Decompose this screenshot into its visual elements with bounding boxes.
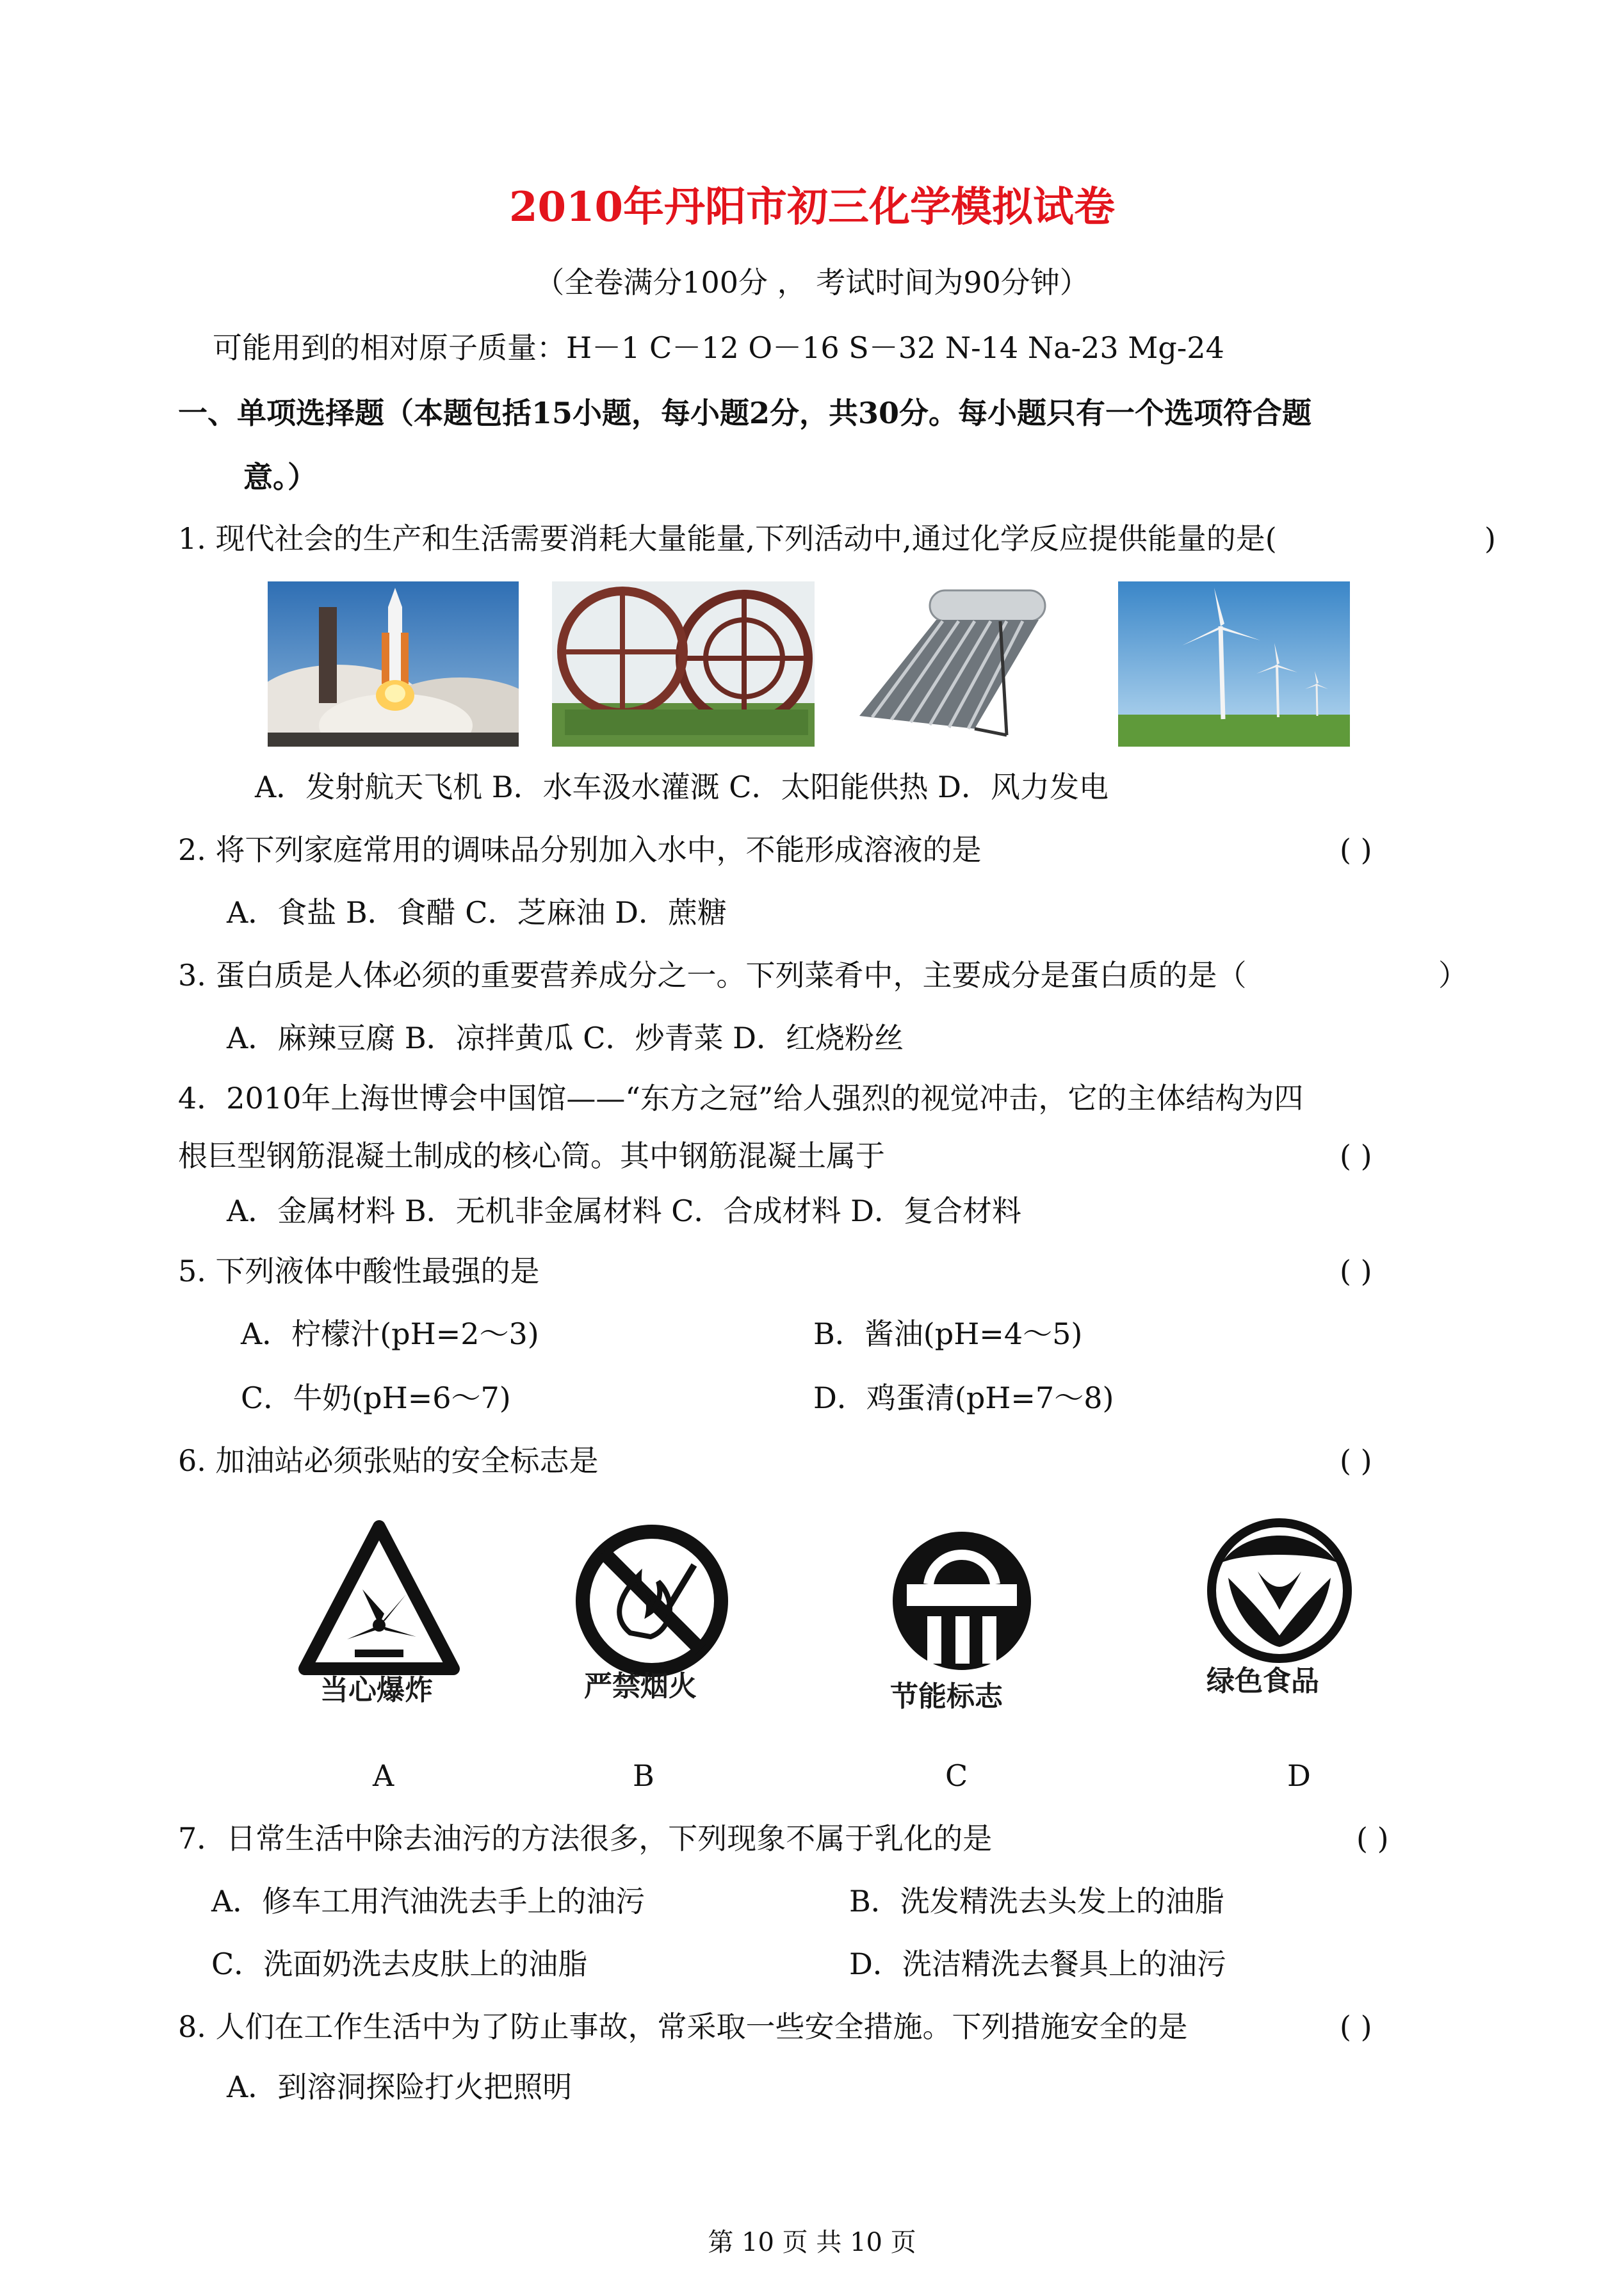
question-5-paren: ( )	[1340, 1254, 1372, 1288]
question-7-option-c: C．洗面奶洗去皮肤上的油脂	[211, 1947, 588, 1981]
question-6-paren: ( )	[1340, 1443, 1372, 1478]
question-5-option-d: D．鸡蛋清(pH=7～8)	[813, 1381, 1114, 1415]
question-1-paren: )	[1484, 521, 1496, 556]
question-7-paren: ( )	[1356, 1821, 1389, 1856]
question-1-options: A．发射航天飞机 B．水车汲水灌溉 C．太阳能供热 D．风力发电	[255, 770, 1108, 804]
question-5-option-c: C．牛奶(pH=6～7)	[241, 1381, 511, 1415]
question-5-option-a: A．柠檬汁(pH=2～3)	[241, 1317, 539, 1351]
no-fire-icon	[569, 1518, 735, 1684]
sign-label-b: 严禁烟火	[584, 1670, 697, 1703]
sign-label-d: 绿色食品	[1206, 1665, 1319, 1698]
explosion-warning-icon	[296, 1518, 462, 1684]
sign-label-a: 当心爆炸	[320, 1674, 433, 1707]
question-2-stem: 2. 将下列家庭常用的调味品分别加入水中，不能形成溶液的是	[178, 832, 982, 867]
sign-label-c: 节能标志	[890, 1680, 1003, 1713]
waterwheel-image	[552, 581, 815, 747]
question-3-paren: ）	[1438, 958, 1468, 993]
sign-letter-c: C	[945, 1758, 968, 1793]
question-4-stem: 4．2010年上海世博会中国馆——“东方之冠”给人强烈的视觉冲击，它的主体结构为四	[178, 1081, 1304, 1115]
question-8-paren: ( )	[1340, 2009, 1372, 2044]
sign-letter-a: A	[373, 1758, 394, 1793]
question-3-stem: 3. 蛋白质是人体必须的重要营养成分之一。下列菜肴中，主要成分是蛋白质的是（	[178, 958, 1247, 993]
wind-turbine-image	[1118, 581, 1350, 747]
solar-heater-image	[847, 581, 1052, 747]
section-heading: 一、单项选择题（本题包括15小题，每小题2分，共30分。每小题只有一个选项符合题	[178, 396, 1312, 430]
question-2-options: A．食盐 B．食醋 C．芝麻油 D．蔗糖	[227, 895, 727, 930]
question-1-stem: 1. 现代社会的生产和生活需要消耗大量能量,下列活动中,通过化学反应提供能量的是(	[178, 521, 1277, 556]
section-heading-cont: 意。）	[243, 460, 317, 494]
question-7-stem: 7．日常生活中除去油污的方法很多，下列现象不属于乳化的是	[178, 1821, 993, 1856]
question-2-paren: ( )	[1340, 832, 1372, 867]
sign-letter-b: B	[633, 1758, 654, 1793]
question-8-stem: 8. 人们在工作生活中为了防止事故，常采取一些安全措施。下列措施安全的是	[178, 2009, 1188, 2044]
exam-info: （全卷满分100分 ， 考试时间为90分钟）	[535, 265, 1089, 300]
question-4-stem-cont: 根巨型钢筋混凝土制成的核心筒。其中钢筋混凝土属于	[178, 1139, 885, 1173]
question-4-paren: ( )	[1340, 1139, 1372, 1173]
question-7-option-a: A．修车工用汽油洗去手上的油污	[211, 1884, 646, 1918]
question-4-options: A．金属材料 B．无机非金属材料 C．合成材料 D．复合材料	[227, 1194, 1021, 1228]
energy-saving-icon	[879, 1518, 1045, 1684]
question-7-option-d: D．洗洁精洗去餐具上的油污	[849, 1947, 1226, 1981]
question-8-option-a: A．到溶洞探险打火把照明	[227, 2070, 572, 2104]
question-3-options: A．麻辣豆腐 B．凉拌黄瓜 C．炒青菜 D．红烧粉丝	[227, 1021, 904, 1055]
question-6-stem: 6. 加油站必须张贴的安全标志是	[178, 1443, 599, 1478]
page-title: 2010年丹阳市初三化学模拟试卷	[508, 183, 1116, 231]
question-7-option-b: B．洗发精洗去头发上的油脂	[849, 1884, 1224, 1918]
page-footer: 第 10 页 共 10 页	[708, 2228, 916, 2257]
atomic-masses: 可能用到的相对原子质量：H－1 C－12 O－16 S－32 N-14 Na-23 Mg-24	[213, 330, 1224, 365]
green-food-icon	[1196, 1507, 1363, 1674]
sign-letter-d: D	[1287, 1758, 1311, 1793]
rocket-launch-image	[268, 581, 519, 747]
question-5-stem: 5. 下列液体中酸性最强的是	[178, 1254, 540, 1288]
question-5-option-b: B．酱油(pH=4～5)	[813, 1317, 1083, 1351]
